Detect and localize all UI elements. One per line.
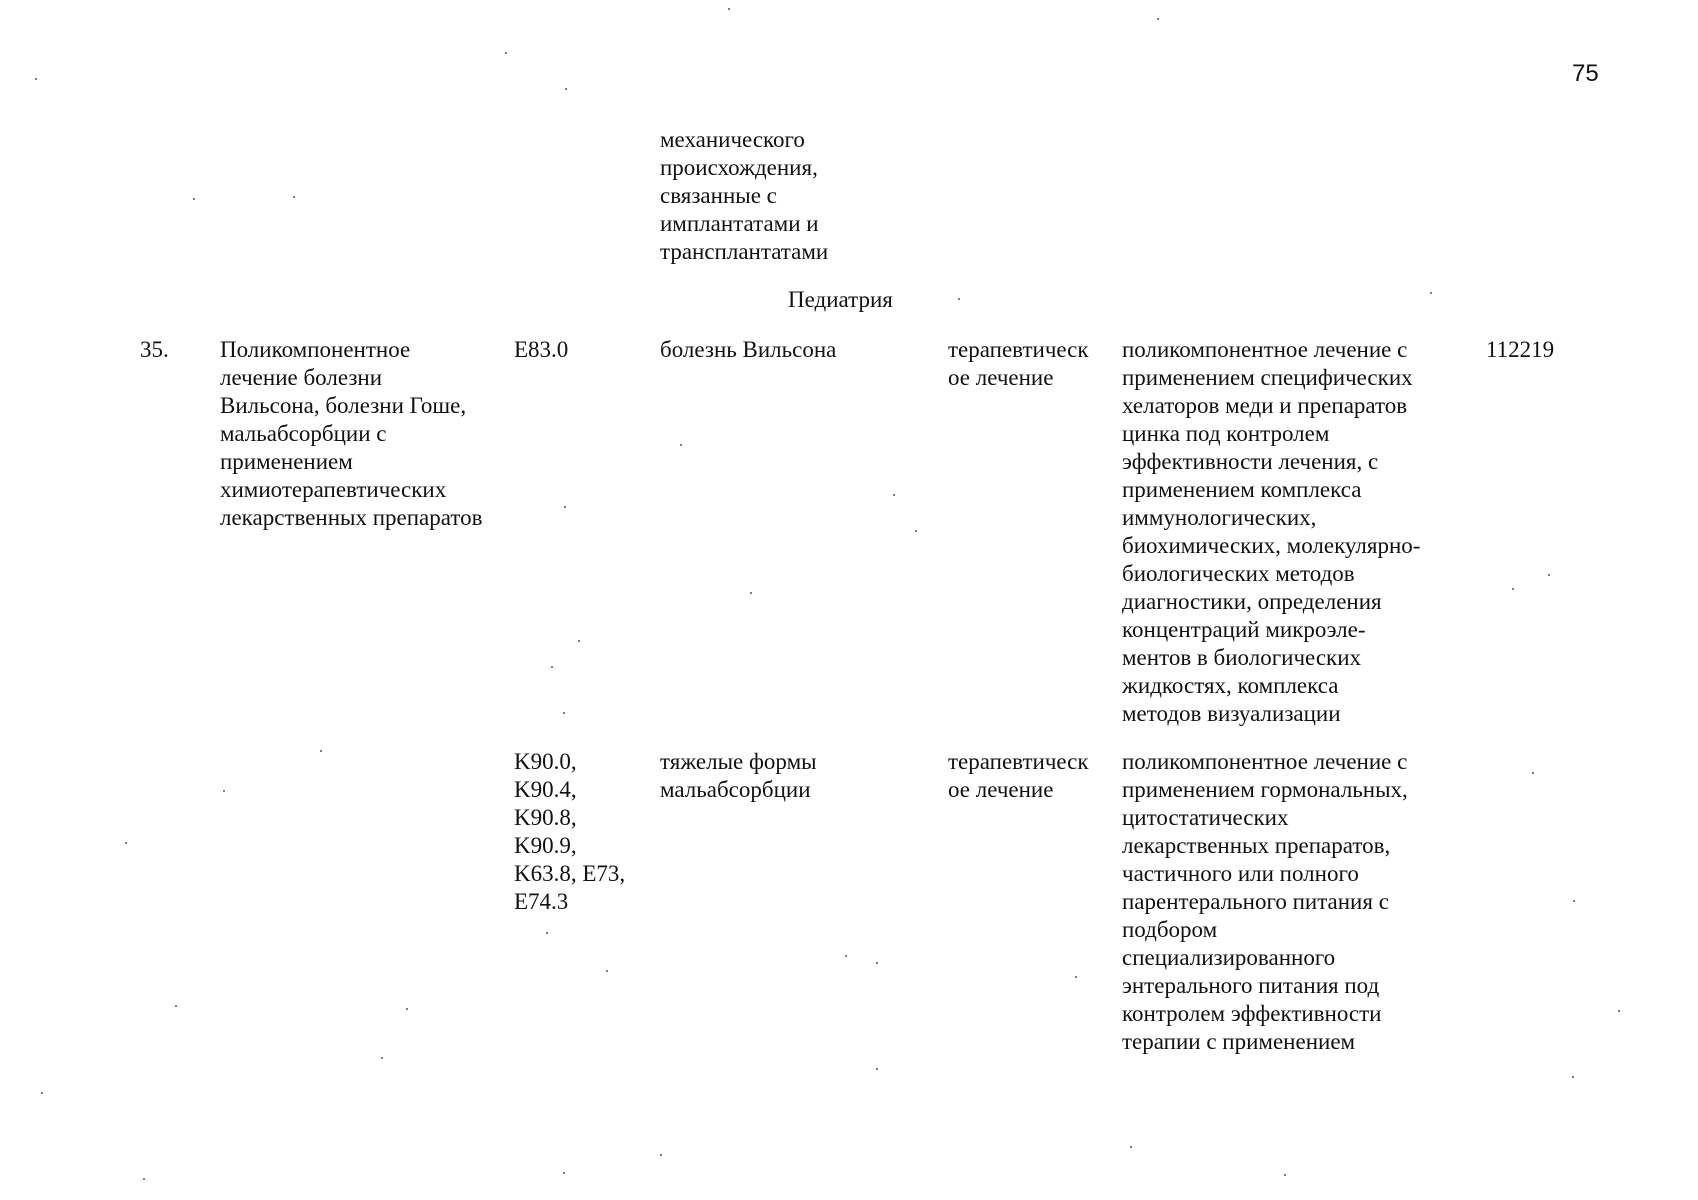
continued-diagnosis: механического происхождения, связанные с имплантатами и трансплантатами xyxy=(660,127,829,264)
treatment-method: поликомпонентное лечение с применением гормональных, цитостатических лекарственных препаратов, частичного или полного парентерального питания с подбором специализированного энтерального питания под контролем эффективности терапии с применением xyxy=(1122,749,1408,1054)
entry-number: 35. xyxy=(140,337,169,362)
section-heading: Педиатрия xyxy=(788,287,893,312)
treatment-type: терапевтическ ое лечение xyxy=(948,337,1089,390)
icd-codes: E83.0 xyxy=(514,337,569,362)
diagnosis: болезнь Вильсона xyxy=(660,337,837,362)
icd-codes: K90.0, K90.4, K90.8, K90.9, K63.8, E73, E74.3 xyxy=(514,749,626,914)
treatment-method: поликомпонентное лечение с применением специфических хелаторов меди и препаратов цинка под контролем эффективности лечения, с применением комплекса иммунологических, биохимических, молекулярно- биологических методов диагностики, определения концентраций микроэле- ментов в биологических жидкостях, комплекса методов визуализации xyxy=(1122,337,1421,726)
diagnosis: тяжелые формы мальабсорбции xyxy=(660,749,817,802)
entry-code: 112219 xyxy=(1486,337,1555,362)
treatment-type: терапевтическ ое лечение xyxy=(948,749,1089,802)
page-number: 75 xyxy=(1572,60,1599,87)
entry-name: Поликомпонентное лечение болезни Вильсона, болезни Гоше, мальабсорбции с применением химиотерапевтических лекарственных препаратов xyxy=(220,337,483,530)
